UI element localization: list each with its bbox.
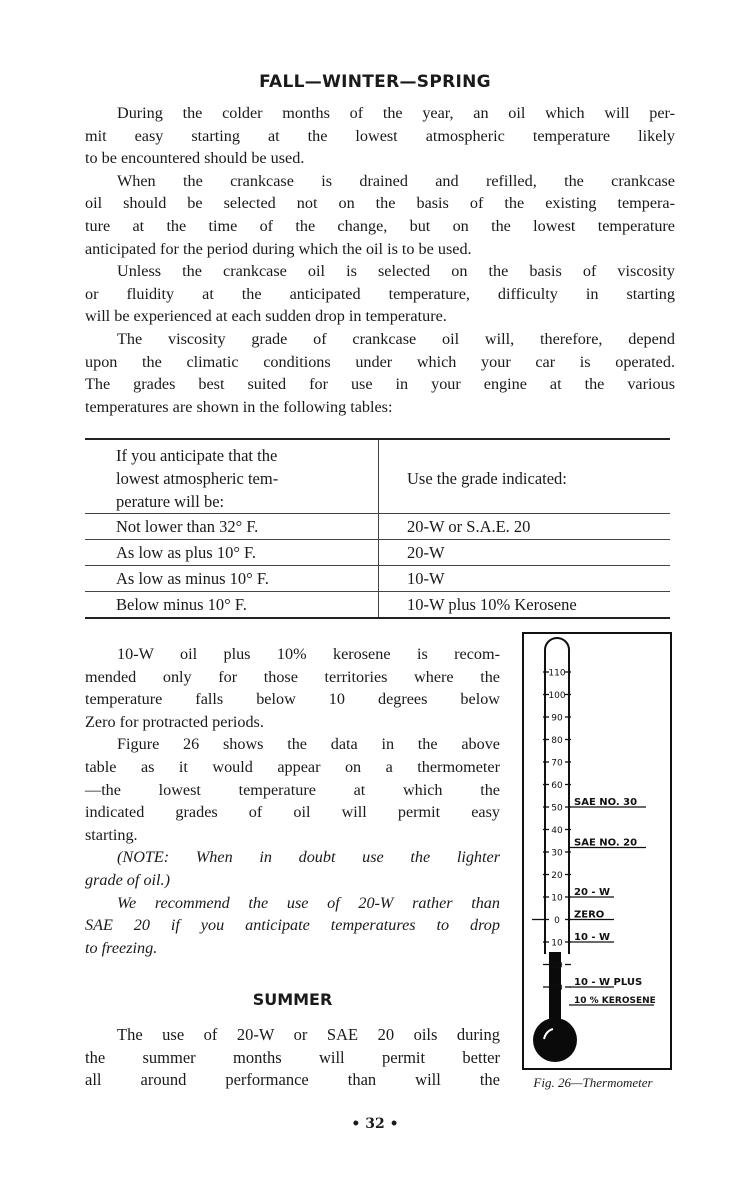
thermometer-bulb bbox=[533, 1018, 577, 1062]
text-line: or fluidity at the anticipated temperature, difficulty in starting bbox=[85, 284, 675, 303]
text-line: During the colder months of the year, an oil which will per- bbox=[117, 104, 675, 122]
text-line: (NOTE: When in doubt use the lighter bbox=[117, 848, 500, 867]
grade-cell: 10-W plus 10% Kerosene bbox=[379, 592, 671, 619]
temp-cell: As low as minus 10° F. bbox=[85, 566, 379, 592]
text-line: mit easy starting at the lowest atmospheric temperature likely bbox=[85, 126, 675, 145]
tick-label: 80 bbox=[551, 736, 563, 746]
marker-label: 20 - W bbox=[574, 887, 611, 898]
text-line: Unless the crankcase oil is selected on the basis of viscosity bbox=[117, 262, 675, 281]
marker-label: SAE NO. 30 bbox=[574, 797, 638, 808]
text-line: to freezing. bbox=[85, 938, 158, 957]
marker-label: ZERO bbox=[574, 909, 605, 921]
tick-label: 110 bbox=[548, 668, 566, 679]
text-line: We recommend the use of 20-W rather than bbox=[117, 893, 500, 912]
tick-label: 10 bbox=[551, 938, 563, 949]
text-line: The viscosity grade of crankcase oil will, therefore, depend bbox=[117, 329, 675, 348]
table-row bbox=[85, 514, 670, 540]
marker-label: 10 - W bbox=[574, 932, 611, 943]
header-line: lowest atmospheric tem- bbox=[116, 469, 279, 488]
temp-cell: Not lower than 32° F. bbox=[85, 514, 379, 540]
tick-label: 30 bbox=[551, 983, 563, 994]
page-number: • 32 • bbox=[351, 1116, 399, 1132]
table-row bbox=[85, 592, 670, 619]
header-line: perature will be: bbox=[116, 492, 225, 511]
text-line: will be experienced at each sudden drop in temperature. bbox=[85, 307, 447, 326]
table-row bbox=[85, 540, 670, 566]
text-line: ture at the time of the change, but on the lowest temperature bbox=[85, 216, 675, 235]
figure-caption: Fig. 26—Thermometer bbox=[533, 1075, 653, 1090]
text-line: Zero for protracted periods. bbox=[85, 712, 264, 731]
text-line: temperature falls below 10 degrees below bbox=[85, 690, 500, 709]
text-line: The use of 20-W or SAE 20 oils during bbox=[117, 1025, 500, 1044]
thermometer-illustration bbox=[524, 634, 670, 1068]
intro-text bbox=[85, 102, 675, 418]
tick-label: 40 bbox=[551, 826, 563, 836]
header-line: If you anticipate that the bbox=[116, 446, 278, 465]
text-line: grade of oil.) bbox=[85, 870, 170, 889]
tick-label: 30 bbox=[551, 848, 563, 859]
tick-label: 70 bbox=[551, 758, 563, 769]
marker-label: SAE NO. 20 bbox=[574, 837, 638, 849]
text-line: all around performance than will the bbox=[85, 1070, 500, 1090]
tick-label: 10 bbox=[551, 893, 563, 904]
text-line: —the lowest temperature at which the bbox=[85, 780, 500, 799]
table-row bbox=[85, 566, 670, 592]
text-line: to be encountered should be used. bbox=[85, 149, 305, 168]
table-header-temperature bbox=[85, 439, 379, 514]
table-header-grade: Use the grade indicated: bbox=[379, 439, 671, 514]
text-line: oil should be selected not on the basis of the existing tempera- bbox=[85, 194, 675, 213]
grade-cell: 20-W or S.A.E. 20 bbox=[379, 514, 671, 540]
text-line: upon the climatic conditions under which your car is operated. bbox=[85, 352, 675, 371]
text-line: Figure 26 shows the data in the above bbox=[117, 735, 500, 754]
text-line: temperatures are shown in the following tables: bbox=[85, 397, 393, 416]
text-line: The grades best suited for use in your engine at the various bbox=[85, 375, 675, 394]
tick-label: 90 bbox=[551, 713, 563, 724]
tick-label: 20 bbox=[551, 871, 563, 881]
tick-label: 0 bbox=[554, 916, 560, 926]
text-line: table as it would appear on a thermometer bbox=[85, 757, 500, 776]
text-line: anticipated for the period during which the oil is to be used. bbox=[85, 239, 472, 258]
page-title: FALL—WINTER—SPRING bbox=[259, 72, 491, 92]
text-line: mended only for those territories where the bbox=[85, 667, 500, 686]
text-line: When the crankcase is drained and refilled, the crankcase bbox=[117, 171, 675, 190]
thermometer-tube bbox=[545, 638, 569, 954]
marker-label: 10 - W PLUS bbox=[574, 977, 643, 988]
text-line: the summer months will permit better bbox=[85, 1047, 500, 1067]
thermometer-figure bbox=[522, 632, 672, 1070]
tick-label: 100 bbox=[548, 691, 566, 701]
oil-grade-table bbox=[85, 438, 670, 619]
summer-heading: SUMMER bbox=[252, 990, 333, 1009]
grade-cell: 20-W bbox=[379, 540, 671, 566]
temp-cell: Below minus 10° F. bbox=[85, 592, 379, 619]
tick-label: 60 bbox=[551, 781, 563, 791]
summer-text bbox=[85, 1024, 500, 1092]
kerosene-text bbox=[85, 643, 500, 959]
text-line: SAE 20 if you anticipate temperatures to drop bbox=[85, 916, 500, 935]
tick-label: 20 bbox=[551, 961, 563, 971]
text-line: 10-W oil plus 10% kerosene is recom- bbox=[117, 645, 500, 663]
marker-label: 10 % KEROSENE bbox=[574, 996, 656, 1006]
temp-cell: As low as plus 10° F. bbox=[85, 540, 379, 566]
text-line: indicated grades of oil will permit easy bbox=[85, 803, 500, 822]
grade-cell: 10-W bbox=[379, 566, 671, 592]
text-line: starting. bbox=[85, 825, 138, 844]
tick-label: 50 bbox=[551, 803, 563, 814]
